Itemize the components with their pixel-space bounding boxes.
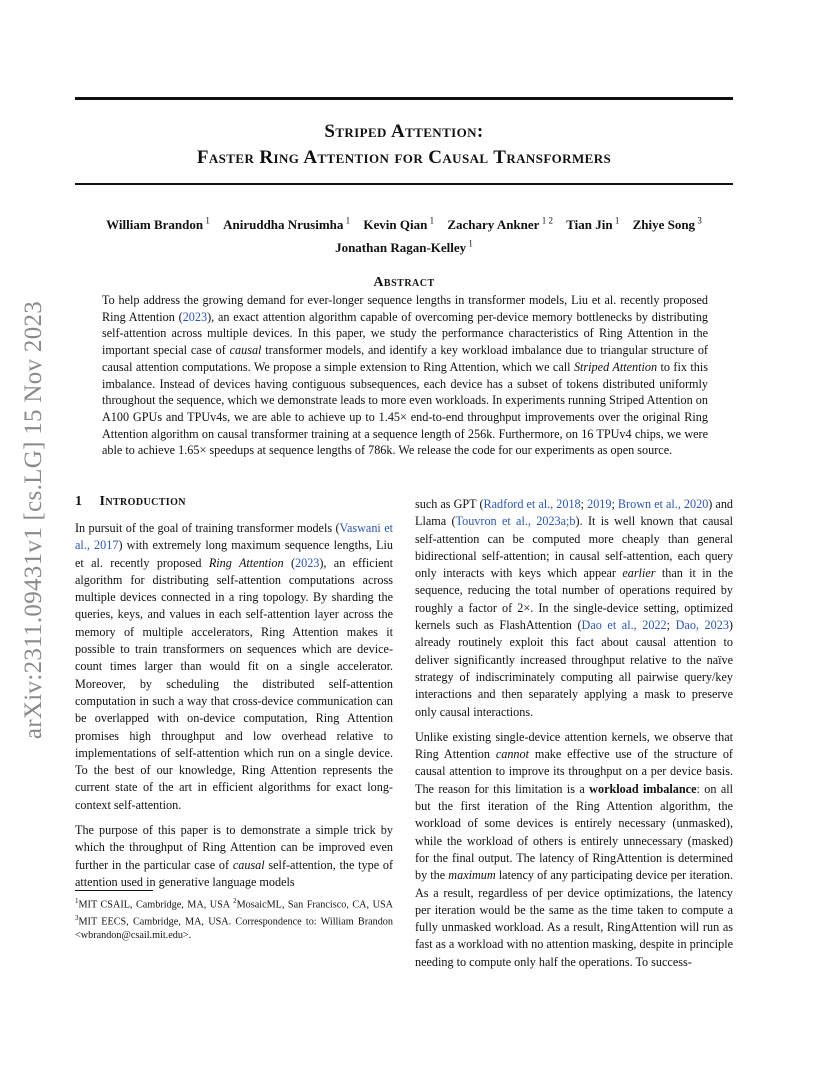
footnote-marker: 2: [233, 897, 237, 905]
text-run: To help address the growing demand for ever-longer sequence lengths in transformer models, Liu et al. recently proposed Ring Attention (: [102, 293, 708, 324]
text-run: ;: [666, 618, 676, 633]
citation-link[interactable]: Radford et al., 2018: [483, 497, 581, 511]
text-run: ) already routinely exploit this fact about causal attention to deliver significantly increased throughput relative to the naïve strategy of indiscriminately computing all pairwise query/key interactions and then separately applying a mask to preserve only causal interactions.: [415, 618, 733, 719]
author: [335, 240, 473, 255]
emphasis-text: cannot: [495, 747, 529, 762]
body-paragraph: [75, 822, 393, 891]
text-run: The purpose of this paper is to demonstrate a simple trick by which the throughput of Ring Attention can be improved even further in the particular case of: [75, 823, 393, 872]
author: [363, 217, 434, 232]
text-run: ;: [580, 497, 588, 511]
abstract-text: [102, 292, 708, 459]
text-run: such as GPT (: [415, 497, 484, 511]
text-run: than it in the sequence, reducing the total number of operations required by roughly a factor of 2×. In the single-device setting, optimized kernels such as FlashAttention (: [415, 566, 734, 633]
body-paragraph: [415, 729, 733, 971]
citation-link[interactable]: Dao, 2023: [675, 618, 729, 633]
emphasis-text: causal: [229, 343, 262, 358]
author-affiliation-marker: 1: [203, 216, 210, 226]
citation-link[interactable]: Touvron et al., 2023a;b: [455, 514, 576, 529]
citation-link[interactable]: Vaswani et al., 2017: [75, 521, 393, 553]
citation-link[interactable]: Brown et al., 2020: [617, 497, 709, 511]
text-run: ), an efficient algorithm for distributing self-attention computations across multiple devices connected in a ring topology. By sharding the queries, keys, and values in each self-attention layer across the memory of multiple accelerators, Ring Attention makes it possible to train transformers on sequences which are device-count times larger than would fit on a single accelerator. Moreover, by scheduling the distributed self-attention computation in such a way that cross-device communication can be overlapped with on-device computation, Ring Attention promises high throughput and low overhead relative to implementations of self-attention which run on a single device. To the best of our knowledge, Ring Attention represents the current state of the art in efficient algorithms for exact long-context self-attention.: [75, 555, 393, 812]
author: [633, 217, 702, 232]
affiliation-footnote: [75, 895, 393, 942]
author-list: [75, 212, 733, 257]
text-run: ). It is well known that causal self-attention can be computed more cheaply than general bidirectional self-attention; in causal self-attention, each query only interacts with keys which appear: [415, 514, 733, 581]
body-paragraph: [75, 520, 393, 814]
arxiv-id-text: arXiv:2311.09431v1 [cs.LG] 15 Nov 2023: [20, 300, 47, 740]
emphasis-text: Ring Attention: [208, 555, 284, 570]
text-run: ) and Llama (: [415, 497, 734, 529]
footnote-rule: [75, 890, 153, 891]
emphasis-text: causal: [232, 857, 265, 872]
author-name: Zhiye Song: [632, 217, 696, 233]
emphasis-text: maximum: [448, 868, 496, 883]
author-affiliation-marker: 1: [343, 216, 351, 226]
text-run: latency of any participating device per iteration. As a result, regardless of per device optimizations, the latency per iteration would be the same as the time taken to compute a fully unmasked workload. As a result, RingAttention will run as fast as a workload with no attention masking, despite in principle needing to compute only half the operations. To success-: [415, 868, 733, 969]
text-run: self-attention, the type of attention used in generative language models: [75, 857, 394, 889]
author-affiliation-marker: 1: [427, 216, 435, 226]
text-run: ), an exact attention algorithm capable of overcoming per-device memory bottlenecks by distributing self-attention across multiple devices. In this paper, we study the performance characteristics of Ring Attention in the important special case of: [102, 309, 709, 358]
text-run: ) with extremely long maximum sequence lengths, Liu et al. recently proposed: [75, 538, 393, 570]
paper-title-line-1: Striped Attention:: [324, 121, 484, 142]
author-affiliation-marker: 1 2: [539, 216, 553, 226]
author: [566, 217, 619, 232]
author-name: Tian Jin: [566, 217, 613, 233]
text-run: MIT EECS, Cambridge, MA, USA. Correspondence to: William Brandon <wbrandon@csail.mit.edu>.: [75, 916, 393, 941]
author-name: William Brandon: [106, 217, 204, 233]
author-name: Zachary Ankner: [447, 217, 540, 233]
author-name: Jonathan Ragan-Kelley: [335, 239, 467, 255]
abstract-heading: Abstract: [373, 275, 435, 290]
author-affiliation-marker: 3: [695, 216, 702, 226]
footnote-marker: 3: [75, 913, 79, 922]
body-paragraph: [415, 496, 733, 721]
author-name: Kevin Qian: [363, 217, 428, 233]
text-run: make effective use of the structure of causal attention to improve its throughput on a per device basis. The reason for this limitation is a: [415, 747, 733, 796]
emphasis-text: earlier: [622, 566, 656, 581]
text-run: MIT CSAIL, Cambridge, MA, USA: [78, 899, 234, 911]
footnote-marker: 1: [75, 897, 79, 905]
text-run: transformer models, and identify a key workload imbalance due to triangular structure of causal attention computations. We propose a simple extension to Ring Attention, which we call: [102, 343, 708, 374]
citation-link[interactable]: 2023: [182, 309, 208, 324]
author-affiliation-marker: 1: [612, 216, 620, 226]
author: [106, 217, 210, 232]
section-number: 1: [75, 494, 82, 509]
text-run: In pursuit of the goal of training transformer models (: [75, 521, 340, 535]
right-column: [415, 496, 733, 979]
text-run: Unlike existing single-device attention kernels, we observe that Ring Attention: [415, 729, 733, 762]
title-bottom-rule: [75, 183, 733, 185]
emphasis-text: Striped Attention: [573, 359, 658, 374]
text-run: ;: [611, 497, 618, 511]
section-heading-introduction: [75, 494, 186, 510]
left-column: [75, 520, 393, 899]
author-affiliation-marker: 1: [466, 238, 473, 249]
citation-link[interactable]: Dao et al., 2022: [581, 618, 667, 633]
arxiv-identifier: [12, 280, 56, 760]
citation-link[interactable]: 2019: [587, 497, 612, 511]
text-run: to fix this imbalance. Instead of devices having contiguous subsequences, each device has a subset of tokens distributed uniformly throughout the sequence, which we demonstrate leads to more even workloads. In experiments running Striped Attention on A100 GPUs and TPUv4s, we are able to achieve up to 1.45× end-to-end throughput improvements over the original Ring Attention algorithm on causal transformer training at a sequence length of 256k. Furthermore, on 16 TPUv4 chips, we were able to achieve 1.65× speedups at sequence lengths of 786k. We release the code for our experiments as open source.: [102, 359, 708, 458]
paper-title-line-2: Faster Ring Attention for Causal Transformers: [196, 147, 612, 168]
text-run: : on all but the first iteration of the Ring Attention algorithm, the workload of some devices is entirely necessary (unmasked), while the workload of others is entirely unnecessary (masked) for the final output. The latency of RingAttention is determined by the: [415, 781, 733, 883]
text-run: (: [283, 555, 295, 570]
bold-text: workload imbalance: [589, 781, 697, 796]
citation-link[interactable]: 2023: [295, 555, 320, 570]
author: [223, 217, 350, 232]
text-run: MosaicML, San Francisco, CA, USA: [236, 899, 393, 911]
author: [447, 217, 553, 232]
title-top-rule: [75, 97, 733, 100]
author-name: Aniruddha Nrusimha: [223, 217, 344, 233]
section-title: Introduction: [99, 494, 186, 509]
